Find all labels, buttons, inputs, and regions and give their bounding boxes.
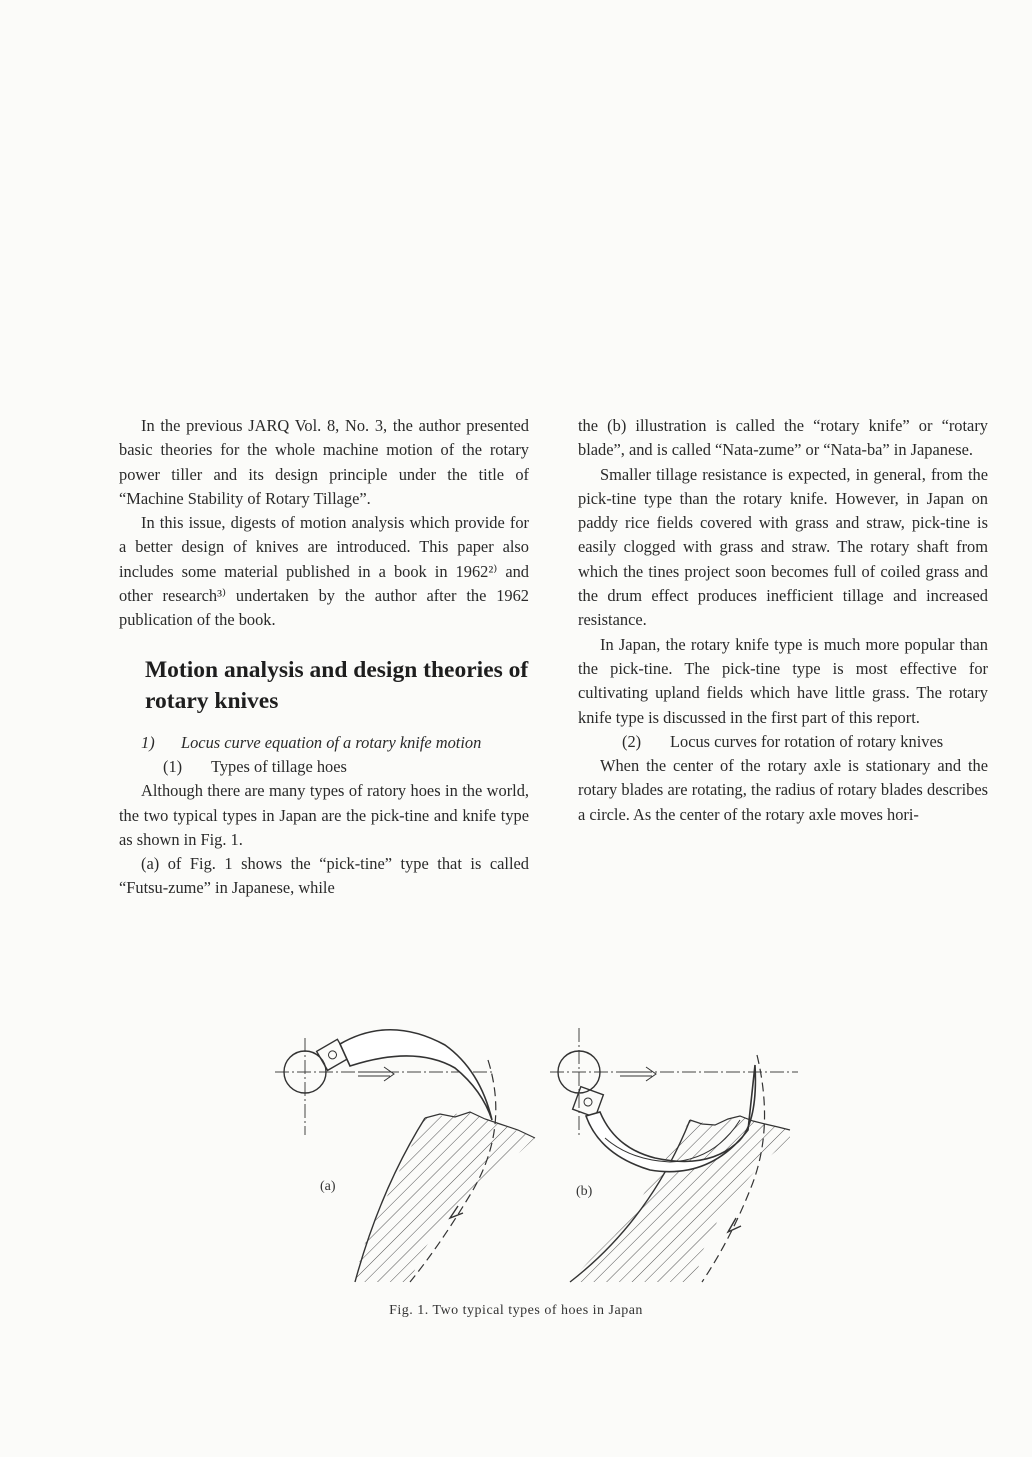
item-number: (1) — [163, 756, 183, 776]
soil-hatch-a — [355, 1112, 535, 1282]
paragraph: Although there are many types of ratory hoes in the world, the two typical types in Japan are the pick-tine and knife type as shown in Fig. 1. — [119, 781, 529, 849]
figure-caption: Fig. 1. Two typical types of hoes in Japan — [389, 1303, 643, 1318]
paragraph: In this issue, digests of motion analysis which provide for a better design of knives are introduced. This paper also includes some material published in a book in 1962²⁾ and other research³⁾ undertaken by the author after the 1962 publication of the book. — [119, 513, 529, 630]
subsection-number: 1) — [141, 732, 155, 752]
diagram-a-pick-tine — [275, 1030, 535, 1282]
figure-label-a: (a) — [320, 1179, 336, 1194]
paragraph: In the previous JARQ Vol. 8, No. 3, the author presented basic theories for the whole machine motion of the rotary power tiller and its design principle under the title of “Machine Stability of Rotary Tillage”. — [119, 416, 529, 508]
motion-arrow-a — [358, 1067, 394, 1081]
section-title: Motion analysis and design theories of rotary knives — [145, 656, 529, 714]
figure-1 — [270, 1020, 810, 1300]
paragraph: (a) of Fig. 1 shows the “pick-tine” type that is called “Futsu-zume” in Japanese, while — [119, 854, 529, 898]
left-column — [119, 414, 529, 901]
subsection-heading — [119, 731, 529, 755]
figure-label-b: (b) — [576, 1184, 593, 1199]
paragraph: In Japan, the rotary knife type is much more popular than the pick-tine. The pick-tine type is most effective for cultivating upland fields which have little grass. The rotary knife type is discussed in the first part of this report. — [578, 634, 988, 727]
diagram-b-rotary-knife — [550, 1028, 798, 1282]
item-number: (2) — [622, 731, 642, 751]
paragraph: When the center of the rotary axle is stationary and the rotary blades are rotating, the radius of rotary blades describes a circle. As the center of the rotary axle moves hori- — [578, 756, 988, 824]
subsection-title: Locus curve equation of a rotary knife motion — [181, 732, 482, 752]
item-title: Locus curves for rotation of rotary knives — [670, 731, 944, 751]
paragraph: Smaller tillage resistance is expected, in general, from the pick-tine type than the rotary knife. However, in Japan on paddy rice fields covered with grass and straw, pick-tine is easily clogged with grass and straw. The rotary shaft from which the tines project soon becomes full of coiled grass and the drum effect produces inefficient tillage and increased resistance. — [578, 464, 988, 630]
hoe-diagram — [270, 1020, 810, 1300]
item-heading — [578, 730, 988, 754]
item-heading — [119, 755, 529, 779]
pick-tine-blade — [340, 1030, 492, 1120]
paragraph: the (b) illustration is called the “rotary knife” or “rotary blade”, and is called “Nata-zume” or “Nata-ba” in Japanese. — [578, 416, 988, 460]
item-title: Types of tillage hoes — [211, 756, 347, 776]
motion-arrow-b — [620, 1067, 656, 1081]
right-column — [578, 414, 988, 827]
